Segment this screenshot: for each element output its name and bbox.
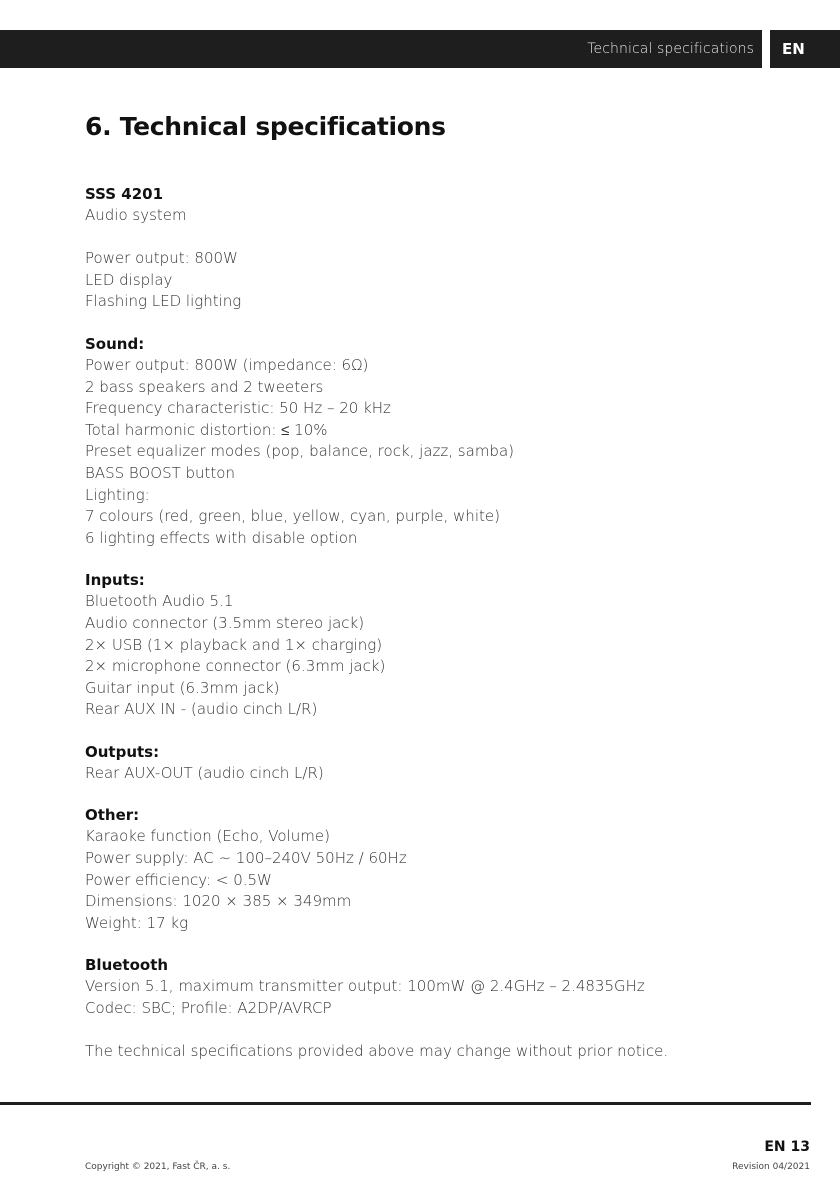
spec-line: Total harmonic distortion: ≤ 10%	[85, 420, 328, 439]
spec-line: 2× USB (1× playback and 1× charging)	[85, 635, 383, 654]
spec-line: 6 lighting effects with disable option	[85, 528, 358, 547]
revision-text: Revision 04/2021	[732, 1162, 810, 1172]
model-section	[85, 184, 785, 313]
page-title: 6. Technical specifications	[85, 112, 446, 141]
section-title: Sound:	[85, 334, 145, 353]
spec-line: Rear AUX-OUT (audio cinch L/R)	[85, 763, 324, 782]
page-number: EN 13	[764, 1139, 810, 1155]
spec-line: Power output: 800W	[85, 249, 238, 268]
footer-divider	[0, 1102, 811, 1105]
copyright-text: Copyright © 2021, Fast ČR, a. s.	[85, 1162, 231, 1172]
spec-line: Preset equalizer modes (pop, balance, rock, jazz, samba)	[85, 442, 514, 461]
spec-line: Karaoke function (Echo, Volume)	[85, 827, 330, 846]
disclaimer-notice: The technical specifications provided above may change without prior notice.	[85, 1041, 669, 1060]
header-title: Technical specifications	[587, 41, 754, 57]
spec-line: Codec: SBC; Profile: A2DP/AVRCP	[85, 999, 332, 1018]
header-bar	[0, 30, 762, 68]
spec-line: Power output: 800W (impedance: 6Ω)	[85, 355, 369, 374]
section-title: Other:	[85, 806, 140, 825]
bluetooth-section	[85, 955, 785, 1019]
spec-line: Power efficiency: < 0.5W	[85, 870, 272, 889]
model-name: SSS 4201	[85, 185, 164, 203]
spec-line: Bluetooth Audio 5.1	[85, 592, 234, 611]
section-title: Outputs:	[85, 742, 160, 761]
other-section	[85, 805, 785, 934]
spec-line: 2× microphone connector (6.3mm jack)	[85, 657, 386, 676]
spec-line: Audio connector (3.5mm stereo jack)	[85, 613, 365, 632]
spec-line: Power supply: AC ~ 100–240V 50Hz / 60Hz	[85, 849, 407, 868]
spec-line: Frequency characteristic: 50 Hz – 20 kHz	[85, 399, 391, 418]
spec-line: Version 5.1, maximum transmitter output: 100mW @ 2.4GHz – 2.4835GHz	[85, 977, 645, 996]
spec-line: Guitar input (6.3mm jack)	[85, 678, 280, 697]
sound-section	[85, 334, 785, 549]
page-content	[85, 112, 785, 1062]
spec-line: Lighting:	[85, 485, 150, 504]
section-title: Bluetooth	[85, 956, 169, 975]
language-tab: EN	[770, 30, 840, 68]
inputs-section	[85, 570, 785, 721]
spec-line: 7 colours (red, green, blue, yellow, cyan, purple, white)	[85, 507, 500, 526]
spec-line: Dimensions: 1020 × 385 × 349mm	[85, 892, 352, 911]
spec-line: BASS BOOST button	[85, 463, 235, 482]
spec-line: Flashing LED lighting	[85, 292, 242, 311]
spec-line: LED display	[85, 270, 173, 289]
spec-line: Rear AUX IN - (audio cinch L/R)	[85, 700, 318, 719]
model-type: Audio system	[85, 206, 187, 224]
spec-line: Weight: 17 kg	[85, 913, 189, 932]
outputs-section	[85, 742, 785, 785]
spec-line: 2 bass speakers and 2 tweeters	[85, 377, 324, 396]
section-title: Inputs:	[85, 571, 145, 590]
